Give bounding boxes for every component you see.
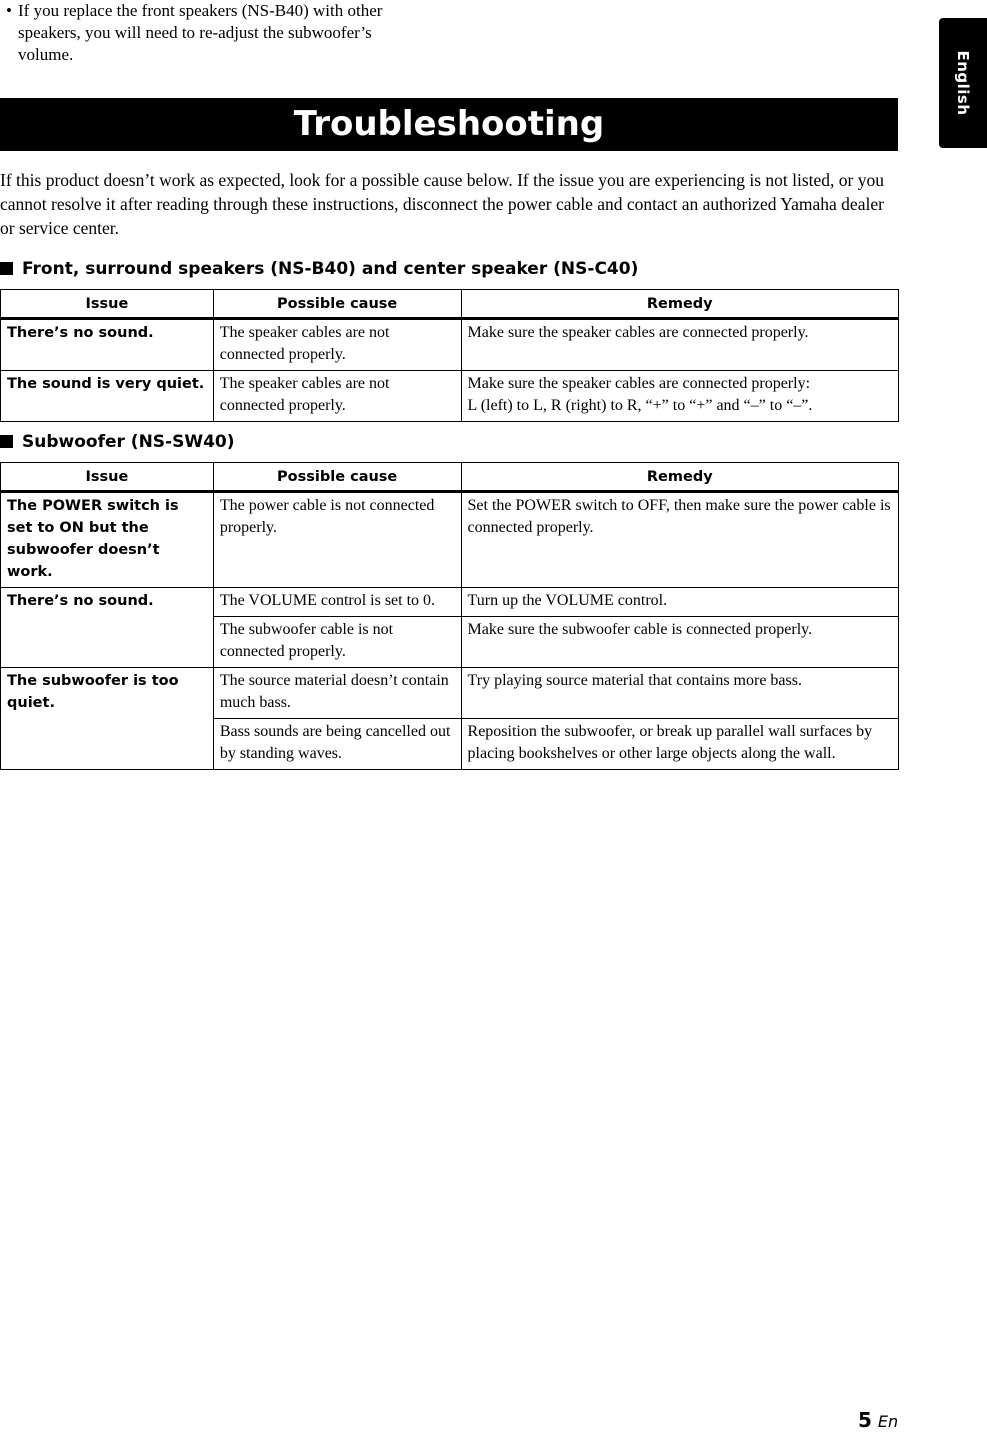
cause-cell: The VOLUME control is set to 0. [213,588,461,617]
intro-paragraph: If this product doesn’t work as expected, look for a possible cause below. If the issue you are experiencing is not listed, or you cannot resolve it after reading through these instructions, disconnect the power cable and contact an authorized Yamaha dealer or service center. [0,170,885,238]
issue-cell: There’s no sound. [1,319,214,371]
section-heading-speakers [0,259,638,279]
square-bullet-icon [0,262,13,275]
square-bullet-icon [0,435,13,448]
cause-cell: The subwoofer cable is not connected properly. [213,617,461,668]
page-number-value: 5 [858,1408,872,1432]
table-header-row [1,290,899,319]
page-title: Troubleshooting [0,98,898,151]
cause-cell: The source material doesn’t contain much bass. [213,668,461,719]
speakers-troubleshooting-table [0,289,899,422]
remedy-cell: Set the POWER switch to OFF, then make sure the power cable is connected properly. [461,492,898,588]
header-remedy: Remedy [461,463,898,492]
table-row [1,371,899,422]
issue-cell: The sound is very quiet. [1,371,214,422]
language-tab [939,18,987,148]
table-header-row [1,463,899,492]
table-row [1,588,899,617]
table-row [1,492,899,588]
remedy-cell: Reposition the subwoofer, or break up parallel wall surfaces by placing bookshelves or other large objects along the wall. [461,719,898,770]
section-heading-subwoofer-text: Subwoofer (NS-SW40) [22,432,235,452]
language-tab-label: English [954,50,972,116]
bullet-note [6,0,406,66]
bullet-icon: • [6,1,12,20]
table-row [1,319,899,371]
remedy-cell: Turn up the VOLUME control. [461,588,898,617]
issue-cell: The subwoofer is too quiet. [1,668,214,770]
cause-cell: The speaker cables are not connected properly. [213,319,461,371]
cause-cell: The power cable is not connected properly. [213,492,461,588]
page-language-code: En [877,1412,899,1431]
page-number [858,1408,898,1432]
issue-cell: The POWER switch is set to ON but the subwoofer doesn’t work. [1,492,214,588]
header-issue: Issue [1,290,214,319]
remedy-cell [461,371,898,422]
remedy-cell: Make sure the speaker cables are connected properly. [461,319,898,371]
header-remedy: Remedy [461,290,898,319]
header-issue: Issue [1,463,214,492]
subwoofer-troubleshooting-table [0,462,899,770]
remedy-cell: Try playing source material that contains more bass. [461,668,898,719]
remedy-line: Make sure the speaker cables are connected properly: [467,375,811,392]
remedy-cell: Make sure the subwoofer cable is connected properly. [461,617,898,668]
section-heading-speakers-text: Front, surround speakers (NS-B40) and center speaker (NS-C40) [22,259,639,279]
table-row [1,668,899,719]
remedy-line: L (left) to L, R (right) to R, “+” to “+” and “–” to “–”. [467,397,813,414]
issue-cell: There’s no sound. [1,588,214,668]
bullet-note-text: If you replace the front speakers (NS-B40) with other speakers, you will need to re-adjust the subwoofer’s volume. [18,1,383,64]
cause-cell: The speaker cables are not connected properly. [213,371,461,422]
section-heading-subwoofer [0,432,235,452]
header-cause: Possible cause [213,290,461,319]
header-cause: Possible cause [213,463,461,492]
cause-cell: Bass sounds are being cancelled out by standing waves. [213,719,461,770]
